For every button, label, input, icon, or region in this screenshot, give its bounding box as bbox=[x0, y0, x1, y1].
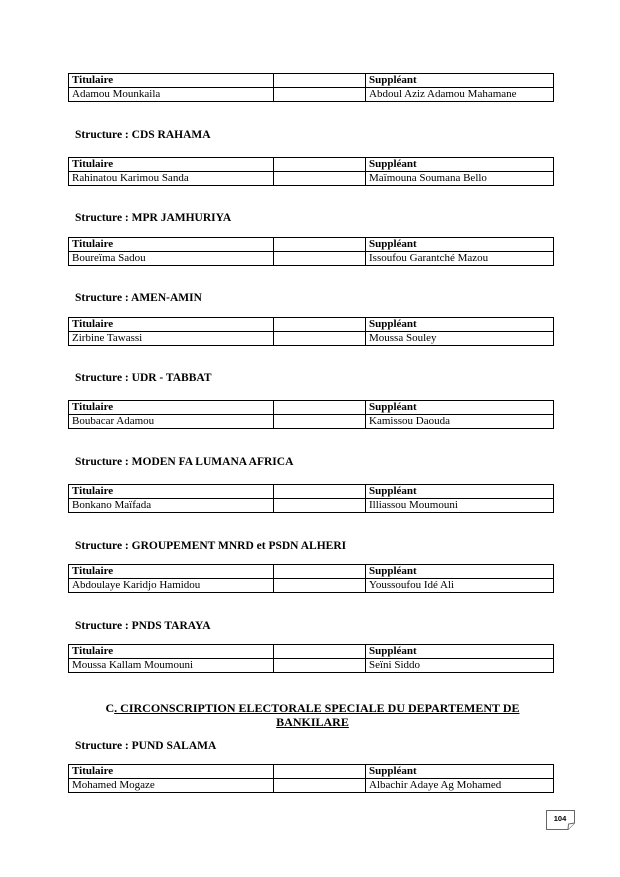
structure-heading bbox=[75, 540, 346, 552]
empty-cell bbox=[274, 318, 366, 332]
titulaire-cell: Bonkano Maïfada bbox=[69, 499, 274, 513]
candidate-table bbox=[68, 237, 554, 266]
table-header-row bbox=[69, 645, 554, 659]
suppleant-cell: Illiassou Moumouni bbox=[366, 499, 554, 513]
suppleant-header: Suppléant bbox=[366, 318, 554, 332]
titulaire-cell: Boubacar Adamou bbox=[69, 415, 274, 429]
candidate-table bbox=[68, 157, 554, 186]
candidate-table bbox=[68, 644, 554, 673]
structure-heading bbox=[75, 740, 216, 752]
empty-cell bbox=[274, 158, 366, 172]
titulaire-cell: Boureïma Sadou bbox=[69, 252, 274, 266]
table-row bbox=[69, 779, 554, 793]
empty-cell bbox=[274, 485, 366, 499]
table-row bbox=[69, 415, 554, 429]
section-title-line1: . CIRCONSCRIPTION ELECTORALE SPECIALE DU DEPARTEMENT DE bbox=[114, 701, 520, 715]
titulaire-cell: Abdoulaye Karidjo Hamidou bbox=[69, 579, 274, 593]
structure-prefix: Structure : bbox=[75, 292, 132, 304]
structure-heading bbox=[75, 372, 212, 384]
structure-prefix: Structure : bbox=[75, 740, 132, 752]
titulaire-cell: Adamou Mounkaila bbox=[69, 88, 274, 102]
section-heading bbox=[80, 701, 545, 729]
titulaire-cell: Moussa Kallam Moumouni bbox=[69, 659, 274, 673]
titulaire-header: Titulaire bbox=[69, 645, 274, 659]
table-header-row bbox=[69, 238, 554, 252]
titulaire-header: Titulaire bbox=[69, 318, 274, 332]
table-header-row bbox=[69, 765, 554, 779]
structure-heading bbox=[75, 292, 202, 304]
suppleant-header: Suppléant bbox=[366, 74, 554, 88]
structure-prefix: Structure : bbox=[75, 540, 132, 552]
table-row bbox=[69, 88, 554, 102]
structure-name: MPR JAMHURIYA bbox=[131, 212, 232, 224]
empty-cell bbox=[274, 88, 366, 102]
table-header-row bbox=[69, 401, 554, 415]
structure-name: PUND SALAMA bbox=[131, 740, 217, 752]
table-row bbox=[69, 332, 554, 346]
page-number: 104 bbox=[553, 814, 567, 823]
table-row bbox=[69, 579, 554, 593]
empty-cell bbox=[274, 415, 366, 429]
empty-cell bbox=[274, 579, 366, 593]
suppleant-header: Suppléant bbox=[366, 158, 554, 172]
empty-cell bbox=[274, 332, 366, 346]
section-letter: C bbox=[105, 701, 115, 715]
candidate-table bbox=[68, 317, 554, 346]
suppleant-cell: Seïni Siddo bbox=[366, 659, 554, 673]
suppleant-header: Suppléant bbox=[366, 565, 554, 579]
section-title-line2: BANKILARE bbox=[276, 715, 349, 729]
candidate-table bbox=[68, 764, 554, 793]
suppleant-header: Suppléant bbox=[366, 765, 554, 779]
table-header-row bbox=[69, 158, 554, 172]
table-row bbox=[69, 252, 554, 266]
structure-prefix: Structure : bbox=[75, 620, 132, 632]
suppleant-cell: Issoufou Garantché Mazou bbox=[366, 252, 554, 266]
suppleant-cell: Kamissou Daouda bbox=[366, 415, 554, 429]
empty-cell bbox=[274, 659, 366, 673]
table-header-row bbox=[69, 318, 554, 332]
empty-cell bbox=[274, 252, 366, 266]
table-header-row bbox=[69, 565, 554, 579]
structure-prefix: Structure : bbox=[75, 456, 132, 468]
empty-cell bbox=[274, 645, 366, 659]
suppleant-cell: Moussa Souley bbox=[366, 332, 554, 346]
structure-heading bbox=[75, 620, 211, 632]
structure-name: CDS RAHAMA bbox=[131, 129, 211, 141]
empty-cell bbox=[274, 401, 366, 415]
empty-cell bbox=[274, 765, 366, 779]
structure-name: AMEN-AMIN bbox=[131, 292, 202, 304]
structure-name: MODEN FA LUMANA AFRICA bbox=[131, 456, 294, 468]
structure-heading bbox=[75, 212, 231, 224]
titulaire-header: Titulaire bbox=[69, 765, 274, 779]
candidate-table bbox=[68, 484, 554, 513]
structure-heading bbox=[75, 129, 211, 141]
titulaire-header: Titulaire bbox=[69, 74, 274, 88]
candidate-table bbox=[68, 400, 554, 429]
structure-name: PNDS TARAYA bbox=[131, 620, 211, 632]
structure-prefix: Structure : bbox=[75, 372, 132, 384]
titulaire-cell: Rahinatou Karimou Sanda bbox=[69, 172, 274, 186]
suppleant-header: Suppléant bbox=[366, 238, 554, 252]
table-row bbox=[69, 172, 554, 186]
candidate-table bbox=[68, 73, 554, 102]
suppleant-header: Suppléant bbox=[366, 401, 554, 415]
titulaire-header: Titulaire bbox=[69, 485, 274, 499]
titulaire-header: Titulaire bbox=[69, 158, 274, 172]
table-header-row bbox=[69, 74, 554, 88]
candidate-table bbox=[68, 564, 554, 593]
titulaire-header: Titulaire bbox=[69, 238, 274, 252]
structure-heading bbox=[75, 456, 293, 468]
suppleant-header: Suppléant bbox=[366, 645, 554, 659]
structure-name: GROUPEMENT MNRD et PSDN ALHERI bbox=[131, 540, 347, 552]
empty-cell bbox=[274, 565, 366, 579]
structure-name: UDR - TABBAT bbox=[131, 372, 212, 384]
suppleant-cell: Youssoufou Idé Ali bbox=[366, 579, 554, 593]
empty-cell bbox=[274, 74, 366, 88]
titulaire-header: Titulaire bbox=[69, 401, 274, 415]
suppleant-cell: Abdoul Aziz Adamou Mahamane bbox=[366, 88, 554, 102]
titulaire-header: Titulaire bbox=[69, 565, 274, 579]
empty-cell bbox=[274, 238, 366, 252]
empty-cell bbox=[274, 499, 366, 513]
structure-prefix: Structure : bbox=[75, 129, 132, 141]
suppleant-cell: Maïmouna Soumana Bello bbox=[366, 172, 554, 186]
titulaire-cell: Zirbine Tawassi bbox=[69, 332, 274, 346]
empty-cell bbox=[274, 172, 366, 186]
table-header-row bbox=[69, 485, 554, 499]
structure-prefix: Structure : bbox=[75, 212, 132, 224]
suppleant-cell: Albachir Adaye Ag Mohamed bbox=[366, 779, 554, 793]
table-row bbox=[69, 659, 554, 673]
table-row bbox=[69, 499, 554, 513]
page-number-badge bbox=[546, 810, 576, 830]
suppleant-header: Suppléant bbox=[366, 485, 554, 499]
empty-cell bbox=[274, 779, 366, 793]
titulaire-cell: Mohamed Mogaze bbox=[69, 779, 274, 793]
